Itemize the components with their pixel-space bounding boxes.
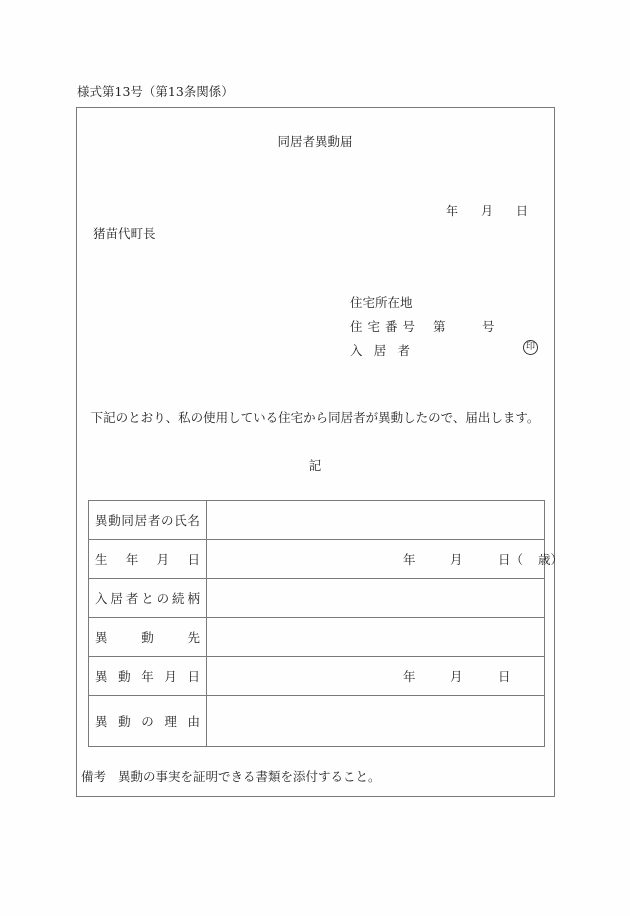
resident-label: 入 居 者	[350, 343, 410, 358]
cohabitant-name-field[interactable]	[207, 501, 545, 540]
move-date-label: 異 動 年 月 日	[89, 657, 207, 696]
ki-heading: 記	[308, 458, 322, 473]
table-row	[89, 657, 545, 696]
form-title: 同居者異動届	[277, 134, 353, 149]
housing-number-suffix: 号	[482, 319, 495, 334]
move-day-label: 日	[498, 669, 511, 684]
reason-field[interactable]	[207, 696, 545, 747]
remarks-text: 異動の事実を証明できる書類を添付すること。	[118, 769, 381, 784]
table-row	[89, 618, 545, 657]
birthdate-label: 生 年 月 日	[89, 540, 207, 579]
table-row	[89, 501, 545, 540]
birth-day-label: 日（	[498, 552, 524, 567]
seal-icon: 印	[523, 340, 538, 355]
move-year-label: 年	[403, 669, 416, 684]
date-day-label: 日	[516, 204, 529, 218]
date-month-label: 月	[481, 204, 494, 218]
statement-text: 下記のとおり、私の使用している住宅から同居者が異動したので、届出します。	[90, 410, 540, 425]
reason-label: 異 動 の 理 由	[89, 696, 207, 747]
remarks-label: 備考	[81, 769, 107, 784]
table-row	[89, 579, 545, 618]
birth-month-label: 月	[450, 552, 463, 567]
remarks	[81, 767, 381, 785]
destination-label: 異 動 先	[89, 618, 207, 657]
move-month-label: 月	[450, 669, 463, 684]
table-row	[89, 540, 545, 579]
birthdate-field[interactable]	[207, 540, 564, 579]
cohabitant-name-label: 異 動 同 居 者 の 氏 名	[89, 501, 207, 540]
relationship-label: 入 居 者 と の 続 柄	[89, 579, 207, 618]
table-row	[89, 696, 545, 747]
housing-number-label: 住 宅 番 号	[350, 319, 415, 334]
address-label: 住宅所在地	[350, 295, 413, 310]
relationship-field[interactable]	[207, 579, 545, 618]
details-table	[88, 500, 564, 747]
move-date-field[interactable]	[207, 657, 545, 696]
destination-field[interactable]	[207, 618, 545, 657]
birth-year-label: 年	[403, 552, 416, 567]
housing-number-prefix: 第	[433, 319, 446, 334]
recipient: 猪苗代町長	[93, 226, 156, 241]
date-year-label: 年	[446, 204, 459, 218]
form-number: 様式第13号（第13条関係）	[77, 84, 234, 99]
age-label: 歳）	[538, 552, 564, 567]
